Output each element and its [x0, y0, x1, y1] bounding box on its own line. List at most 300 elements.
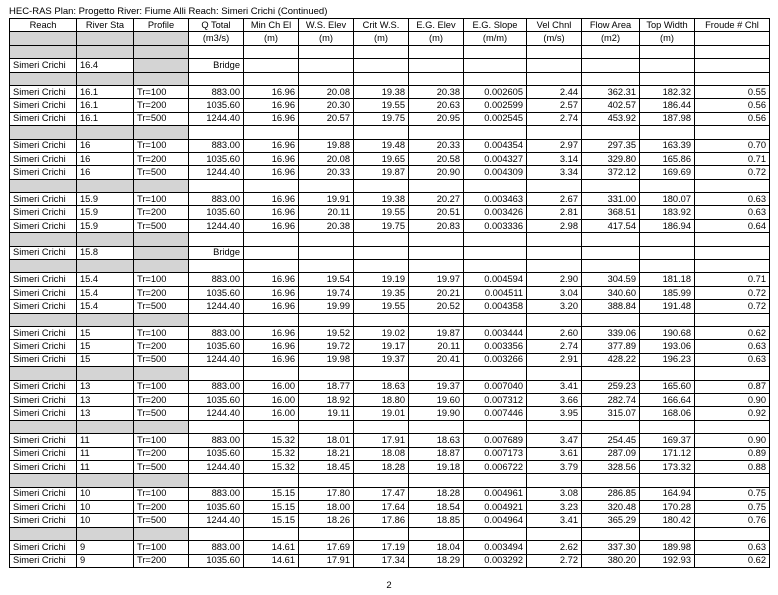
table-cell	[695, 126, 770, 139]
table-cell: 16.1	[77, 85, 134, 98]
table-cell: 183.92	[640, 206, 695, 219]
table-cell	[527, 246, 582, 259]
column-header: E.G. Slope	[464, 19, 527, 32]
table-cell	[244, 246, 299, 259]
table-cell	[299, 59, 354, 72]
table-cell: Simeri Crichi	[10, 152, 77, 165]
table-cell: 19.88	[299, 139, 354, 152]
column-header: Crit W.S.	[354, 19, 409, 32]
unit-cell: (m/s)	[527, 32, 582, 45]
table-cell	[244, 474, 299, 487]
unit-cell: (m)	[409, 32, 464, 45]
table-cell: 19.11	[299, 407, 354, 420]
table-cell: 3.34	[527, 166, 582, 179]
table-cell	[409, 179, 464, 192]
table-cell: 3.41	[527, 514, 582, 527]
table-cell: 17.86	[354, 514, 409, 527]
table-cell	[409, 260, 464, 273]
table-cell: 0.004354	[464, 139, 527, 152]
table-cell: Tr=100	[134, 139, 189, 152]
table-cell	[134, 126, 189, 139]
table-cell: 11	[77, 460, 134, 473]
table-cell	[354, 72, 409, 85]
table-cell	[527, 72, 582, 85]
table-cell: 0.76	[695, 514, 770, 527]
table-row	[10, 286, 770, 299]
table-cell	[582, 367, 640, 380]
table-cell	[10, 367, 77, 380]
table-row	[10, 407, 770, 420]
table-cell: 17.47	[354, 487, 409, 500]
table-cell: 10	[77, 514, 134, 527]
table-cell: 181.18	[640, 273, 695, 286]
table-cell: 19.37	[409, 380, 464, 393]
table-cell: 3.23	[527, 501, 582, 514]
table-cell	[640, 126, 695, 139]
table-cell: 16.96	[244, 99, 299, 112]
table-cell: 0.90	[695, 393, 770, 406]
table-cell: 16.96	[244, 206, 299, 219]
table-cell: 0.007040	[464, 380, 527, 393]
table-cell: 18.87	[409, 447, 464, 460]
table-cell: 1035.60	[189, 340, 244, 353]
units-row	[10, 32, 770, 45]
table-cell: Simeri Crichi	[10, 85, 77, 98]
table-cell: 17.34	[354, 554, 409, 567]
table-cell	[582, 179, 640, 192]
table-cell: 19.90	[409, 407, 464, 420]
table-cell: 1244.40	[189, 353, 244, 366]
table-cell: 20.63	[409, 99, 464, 112]
table-cell: 883.00	[189, 193, 244, 206]
table-cell: 13	[77, 407, 134, 420]
table-cell: 18.29	[409, 554, 464, 567]
table-cell	[464, 420, 527, 433]
table-cell: 2.60	[527, 326, 582, 339]
table-cell: 16.96	[244, 166, 299, 179]
table-cell: 18.21	[299, 447, 354, 460]
table-cell: Tr=100	[134, 487, 189, 500]
table-cell: 0.64	[695, 219, 770, 232]
table-cell	[582, 59, 640, 72]
table-cell	[189, 420, 244, 433]
table-cell: Simeri Crichi	[10, 286, 77, 299]
table-cell: 0.004327	[464, 152, 527, 165]
table-row	[10, 340, 770, 353]
spacer-row	[10, 72, 770, 85]
table-row	[10, 501, 770, 514]
table-row	[10, 554, 770, 567]
table-cell: 180.42	[640, 514, 695, 527]
table-cell: Tr=500	[134, 219, 189, 232]
table-cell: Tr=200	[134, 554, 189, 567]
table-cell: 3.47	[527, 434, 582, 447]
table-cell	[299, 420, 354, 433]
table-cell: 19.54	[299, 273, 354, 286]
table-cell: 0.003292	[464, 554, 527, 567]
table-cell: 15.32	[244, 447, 299, 460]
table-cell: 16.96	[244, 353, 299, 366]
table-cell: 2.57	[527, 99, 582, 112]
table-cell: 20.95	[409, 112, 464, 125]
table-cell: 340.60	[582, 286, 640, 299]
table-row	[10, 447, 770, 460]
table-cell	[189, 179, 244, 192]
table-cell: Tr=100	[134, 380, 189, 393]
table-row	[10, 206, 770, 219]
table-cell	[189, 72, 244, 85]
table-cell: Simeri Crichi	[10, 487, 77, 500]
table-cell: 2.98	[527, 219, 582, 232]
table-cell: 164.94	[640, 487, 695, 500]
column-header: Top Width	[640, 19, 695, 32]
table-cell: 0.004594	[464, 273, 527, 286]
table-cell: 10	[77, 487, 134, 500]
spacer-row	[10, 367, 770, 380]
table-cell: 3.41	[527, 380, 582, 393]
table-cell: 15	[77, 340, 134, 353]
table-cell: 0.72	[695, 286, 770, 299]
table-cell: Simeri Crichi	[10, 460, 77, 473]
table-cell	[244, 233, 299, 246]
table-cell: Simeri Crichi	[10, 447, 77, 460]
table-cell: 19.75	[354, 112, 409, 125]
table-cell: 0.004309	[464, 166, 527, 179]
table-cell	[134, 367, 189, 380]
table-cell	[695, 260, 770, 273]
table-cell: 16.96	[244, 152, 299, 165]
table-cell: 16.96	[244, 219, 299, 232]
table-cell: 20.33	[299, 166, 354, 179]
table-cell	[189, 233, 244, 246]
table-cell: Simeri Crichi	[10, 514, 77, 527]
table-cell	[409, 527, 464, 540]
table-cell	[299, 233, 354, 246]
column-header: Reach	[10, 19, 77, 32]
table-cell: 16.96	[244, 139, 299, 152]
table-cell	[77, 233, 134, 246]
table-cell: 3.20	[527, 300, 582, 313]
table-cell	[695, 313, 770, 326]
table-cell	[695, 45, 770, 58]
table-cell: 14.61	[244, 554, 299, 567]
table-cell	[527, 420, 582, 433]
table-cell: 883.00	[189, 273, 244, 286]
table-cell: 17.69	[299, 541, 354, 554]
table-cell: 20.51	[409, 206, 464, 219]
table-cell: Simeri Crichi	[10, 219, 77, 232]
table-cell: 19.87	[354, 166, 409, 179]
table-cell: 19.35	[354, 286, 409, 299]
table-cell: 173.32	[640, 460, 695, 473]
table-cell: Tr=100	[134, 326, 189, 339]
table-cell	[299, 313, 354, 326]
table-cell: 3.95	[527, 407, 582, 420]
table-cell: 16.96	[244, 300, 299, 313]
table-cell: 0.007689	[464, 434, 527, 447]
table-cell	[299, 45, 354, 58]
table-cell: 19.55	[354, 99, 409, 112]
table-cell: Tr=200	[134, 340, 189, 353]
table-cell: 2.72	[527, 554, 582, 567]
profile-output-table	[9, 18, 770, 568]
table-cell: 168.06	[640, 407, 695, 420]
table-cell	[695, 367, 770, 380]
table-cell: 304.59	[582, 273, 640, 286]
table-cell: Bridge	[189, 59, 244, 72]
table-cell: 169.69	[640, 166, 695, 179]
table-cell: 453.92	[582, 112, 640, 125]
table-cell	[77, 527, 134, 540]
table-cell: 169.37	[640, 434, 695, 447]
table-cell: 402.57	[582, 99, 640, 112]
table-row	[10, 514, 770, 527]
table-cell	[582, 126, 640, 139]
table-cell: 1035.60	[189, 99, 244, 112]
table-cell: 2.90	[527, 273, 582, 286]
table-row	[10, 166, 770, 179]
table-cell	[695, 474, 770, 487]
table-cell: 428.22	[582, 353, 640, 366]
table-cell	[77, 367, 134, 380]
table-cell: Tr=200	[134, 447, 189, 460]
table-cell: Tr=200	[134, 286, 189, 299]
table-cell: 320.48	[582, 501, 640, 514]
table-cell: 18.92	[299, 393, 354, 406]
table-cell	[640, 233, 695, 246]
table-cell: 1244.40	[189, 300, 244, 313]
unit-cell	[134, 32, 189, 45]
table-cell: 0.89	[695, 447, 770, 460]
table-cell: 388.84	[582, 300, 640, 313]
table-cell: 15.15	[244, 501, 299, 514]
table-cell: 0.003494	[464, 541, 527, 554]
table-cell: 2.97	[527, 139, 582, 152]
table-cell: 185.99	[640, 286, 695, 299]
table-cell	[77, 72, 134, 85]
table-cell: 0.003426	[464, 206, 527, 219]
table-cell: 0.55	[695, 85, 770, 98]
table-row	[10, 460, 770, 473]
unit-cell	[77, 32, 134, 45]
table-cell: 18.28	[354, 460, 409, 473]
table-cell: Simeri Crichi	[10, 300, 77, 313]
table-cell: 0.004511	[464, 286, 527, 299]
table-cell	[527, 474, 582, 487]
table-cell	[354, 59, 409, 72]
column-header: Profile	[134, 19, 189, 32]
table-cell	[582, 474, 640, 487]
table-cell: 16.96	[244, 326, 299, 339]
table-cell: 19.02	[354, 326, 409, 339]
table-cell: 254.45	[582, 434, 640, 447]
table-cell: Simeri Crichi	[10, 340, 77, 353]
unit-cell: (m)	[640, 32, 695, 45]
table-cell: 329.80	[582, 152, 640, 165]
table-cell	[695, 233, 770, 246]
column-header-row	[10, 19, 770, 32]
table-cell: 377.89	[582, 340, 640, 353]
table-cell: 182.32	[640, 85, 695, 98]
table-cell	[409, 367, 464, 380]
table-cell: 0.63	[695, 206, 770, 219]
table-cell: 16.96	[244, 286, 299, 299]
table-cell	[244, 527, 299, 540]
table-cell: 19.75	[354, 219, 409, 232]
table-cell: 19.48	[354, 139, 409, 152]
table-cell: 20.52	[409, 300, 464, 313]
table-cell: 189.98	[640, 541, 695, 554]
table-cell	[244, 260, 299, 273]
table-cell: 18.63	[354, 380, 409, 393]
table-cell: 0.75	[695, 487, 770, 500]
table-cell: 1244.40	[189, 166, 244, 179]
table-cell: 0.003444	[464, 326, 527, 339]
table-cell: 0.63	[695, 193, 770, 206]
table-cell: 14.61	[244, 541, 299, 554]
table-cell: 0.003336	[464, 219, 527, 232]
document-title: HEC-RAS Plan: Progetto River: Fiume Alli Reach: Simeri Crichi (Continued)	[9, 6, 328, 17]
table-cell: 170.28	[640, 501, 695, 514]
unit-cell: (m)	[244, 32, 299, 45]
table-row	[10, 300, 770, 313]
table-cell: 18.63	[409, 434, 464, 447]
table-cell	[134, 474, 189, 487]
table-cell: 20.41	[409, 353, 464, 366]
table-cell: 19.97	[409, 273, 464, 286]
table-cell	[299, 179, 354, 192]
table-cell	[640, 313, 695, 326]
table-cell	[134, 45, 189, 58]
table-cell: 16.00	[244, 380, 299, 393]
table-cell: 0.004961	[464, 487, 527, 500]
table-cell: 19.65	[354, 152, 409, 165]
table-cell	[409, 313, 464, 326]
table-cell	[354, 179, 409, 192]
table-cell: 0.004921	[464, 501, 527, 514]
column-header: River Sta	[77, 19, 134, 32]
table-cell	[77, 420, 134, 433]
table-cell: 2.74	[527, 112, 582, 125]
table-cell: Simeri Crichi	[10, 273, 77, 286]
table-cell: 883.00	[189, 380, 244, 393]
table-cell: Tr=500	[134, 300, 189, 313]
table-cell: Tr=100	[134, 193, 189, 206]
table-cell: 18.80	[354, 393, 409, 406]
table-cell: 883.00	[189, 541, 244, 554]
table-cell: 17.80	[299, 487, 354, 500]
table-cell	[77, 45, 134, 58]
table-cell: 20.58	[409, 152, 464, 165]
table-cell: 19.72	[299, 340, 354, 353]
table-cell: Simeri Crichi	[10, 59, 77, 72]
table-cell: 0.002605	[464, 85, 527, 98]
table-cell	[244, 420, 299, 433]
table-cell	[299, 527, 354, 540]
table-cell: Tr=200	[134, 393, 189, 406]
table-cell	[134, 420, 189, 433]
table-cell: 11	[77, 447, 134, 460]
unit-cell	[10, 32, 77, 45]
table-cell: 0.63	[695, 353, 770, 366]
table-cell	[464, 246, 527, 259]
table-cell: 15.9	[77, 219, 134, 232]
table-cell: 18.26	[299, 514, 354, 527]
column-header: Vel Chnl	[527, 19, 582, 32]
table-cell	[134, 246, 189, 259]
table-cell	[189, 367, 244, 380]
table-row	[10, 112, 770, 125]
table-cell	[409, 126, 464, 139]
table-cell: 372.12	[582, 166, 640, 179]
column-header: Froude # Chl	[695, 19, 770, 32]
table-cell	[527, 313, 582, 326]
table-cell: 3.79	[527, 460, 582, 473]
unit-cell	[695, 32, 770, 45]
table-cell: 16	[77, 152, 134, 165]
table-cell: 362.31	[582, 85, 640, 98]
table-cell: 0.72	[695, 166, 770, 179]
table-cell: Simeri Crichi	[10, 99, 77, 112]
table-cell: 3.14	[527, 152, 582, 165]
table-cell	[640, 179, 695, 192]
table-cell: 2.74	[527, 340, 582, 353]
table-cell	[10, 72, 77, 85]
table-cell	[134, 233, 189, 246]
table-cell	[409, 45, 464, 58]
table-cell: 0.62	[695, 554, 770, 567]
table-cell: 3.08	[527, 487, 582, 500]
table-cell	[695, 72, 770, 85]
table-cell: 16.4	[77, 59, 134, 72]
table-cell: 883.00	[189, 139, 244, 152]
table-cell: 15.9	[77, 206, 134, 219]
spacer-row	[10, 527, 770, 540]
table-cell: 0.56	[695, 99, 770, 112]
table-row	[10, 273, 770, 286]
table-cell	[582, 313, 640, 326]
table-cell	[10, 233, 77, 246]
table-cell: 20.08	[299, 152, 354, 165]
table-cell: Tr=100	[134, 541, 189, 554]
table-cell: 9	[77, 554, 134, 567]
table-cell: Simeri Crichi	[10, 353, 77, 366]
table-cell: 20.11	[299, 206, 354, 219]
table-cell: 15.4	[77, 300, 134, 313]
table-cell: 20.90	[409, 166, 464, 179]
table-cell	[77, 179, 134, 192]
table-cell: Simeri Crichi	[10, 407, 77, 420]
column-header: W.S. Elev	[299, 19, 354, 32]
table-cell	[299, 246, 354, 259]
table-cell: 417.54	[582, 219, 640, 232]
table-cell: 10	[77, 501, 134, 514]
table-cell: 20.38	[409, 85, 464, 98]
table-cell: 1035.60	[189, 501, 244, 514]
table-cell: 1035.60	[189, 206, 244, 219]
table-cell: 0.003463	[464, 193, 527, 206]
table-cell: 20.38	[299, 219, 354, 232]
table-cell: 16.1	[77, 99, 134, 112]
table-cell	[77, 126, 134, 139]
table-cell: 883.00	[189, 434, 244, 447]
table-cell: 19.52	[299, 326, 354, 339]
table-cell: Tr=500	[134, 460, 189, 473]
table-cell: 15	[77, 353, 134, 366]
table-cell: 165.86	[640, 152, 695, 165]
table-cell	[354, 527, 409, 540]
table-cell: 19.38	[354, 85, 409, 98]
